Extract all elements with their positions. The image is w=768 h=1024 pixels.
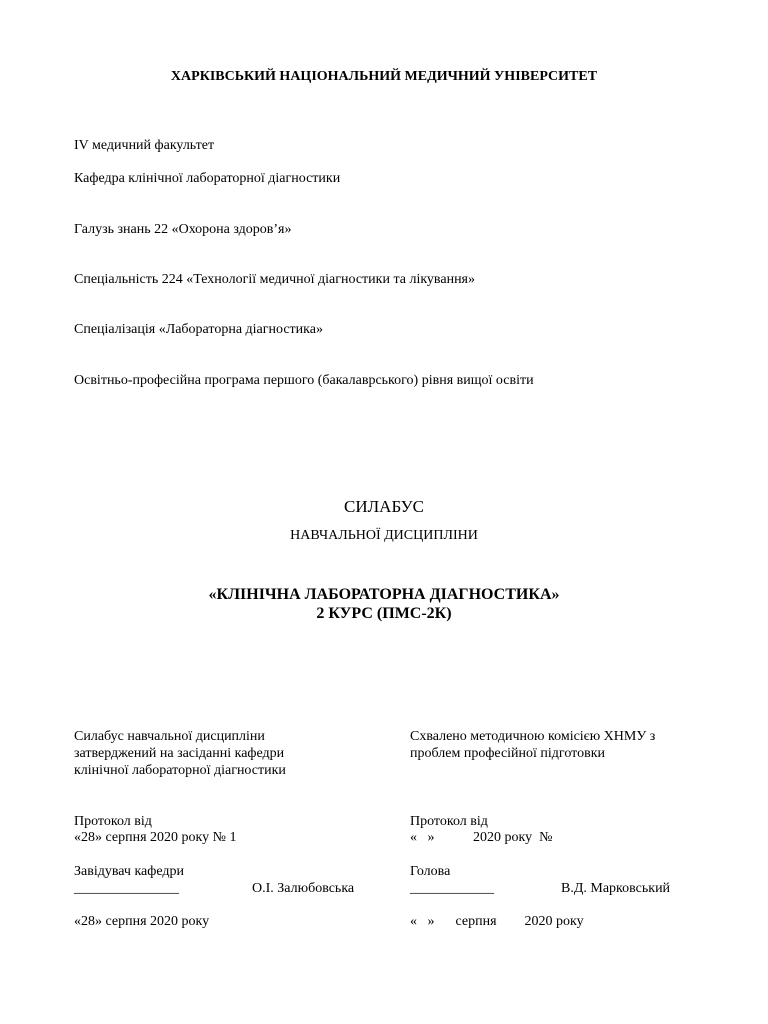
protocol-left-label: Протокол від: [74, 814, 152, 829]
department: Кафедра клінічної лабораторної діагностики: [74, 171, 341, 186]
discipline-name: «КЛІНІЧНА ЛАБОРАТОРНА ДІАГНОСТИКА»: [208, 586, 560, 603]
signature-line-right: ____________: [410, 881, 494, 896]
course-label: 2 КУРС (ПМС-2К): [316, 605, 452, 622]
university-name: ХАРКІВСЬКИЙ НАЦІОНАЛЬНИЙ МЕДИЧНИЙ УНІВЕРСИТЕТ: [170, 69, 598, 84]
head-of-department-label: Завідувач кафедри: [74, 864, 184, 879]
approval-left-line-2: затверджений на засіданні кафедри: [74, 746, 285, 761]
specialization: Спеціалізація «Лабораторна діагностика»: [74, 322, 323, 337]
protocol-right-value: « » 2020 року №: [410, 830, 553, 845]
signature-line-left: _______________: [74, 881, 179, 896]
education-program: Освітньо-професійна програма першого (бакалаврського) рівня вищої освіти: [74, 373, 534, 388]
protocol-left-value: «28» серпня 2020 року № 1: [74, 830, 237, 845]
approval-right-line-2: проблем професійної підготовки: [410, 746, 605, 761]
field-of-knowledge: Галузь знань 22 «Охорона здоров’я»: [74, 222, 292, 237]
approval-right-date: « » серпня 2020 року: [410, 914, 584, 929]
approval-left-line-3: клінічної лабораторної діагностики: [74, 763, 286, 778]
document-subtitle: НАВЧАЛЬНОЇ ДИСЦИПЛІНИ: [290, 528, 478, 543]
protocol-right-label: Протокол від: [410, 814, 488, 829]
specialty: Спеціальність 224 «Технології медичної діагностики та лікування»: [74, 272, 475, 287]
approval-left-line-1: Силабус навчальної дисципліни: [74, 729, 265, 744]
approval-left-date: «28» серпня 2020 року: [74, 914, 210, 929]
commission-head-name: В.Д. Марковський: [561, 881, 671, 896]
faculty: IV медичний факультет: [74, 138, 215, 153]
commission-head-label: Голова: [410, 864, 451, 879]
head-of-department-name: О.І. Залюбовська: [252, 881, 355, 896]
approval-right-line-1: Схвалено методичною комісією ХНМУ з: [410, 729, 656, 744]
document-title: СИЛАБУС: [344, 497, 424, 516]
